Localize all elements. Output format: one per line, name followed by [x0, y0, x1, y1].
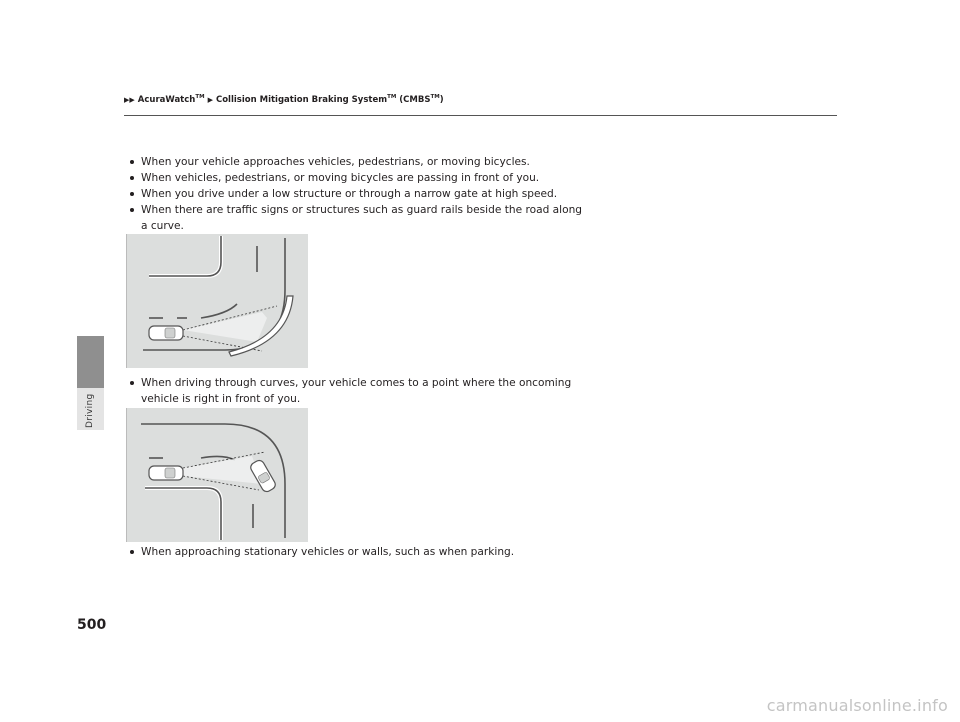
illustration-guardrail-curve: [126, 234, 308, 368]
breadcrumb: [124, 95, 444, 105]
list-item: When you drive under a low structure or through a narrow gate at high speed.: [128, 186, 588, 202]
section-label: Driving: [85, 393, 95, 428]
header-rule: [124, 115, 837, 116]
page-number: 500: [77, 617, 107, 633]
list-item: When approaching stationary vehicles or walls, such as when parking.: [128, 544, 588, 560]
bullet-list-curves: [128, 375, 588, 407]
list-item: When vehicles, pedestrians, or moving bicycles are passing in front of you.: [128, 170, 588, 186]
illustration-oncoming-vehicle: [126, 408, 308, 542]
oncoming-vehicle-diagram: [127, 408, 308, 542]
breadcrumb-arrow-icon: ▶▶: [124, 96, 135, 104]
section-tab: [77, 336, 104, 388]
guardrail-curve-diagram: [127, 234, 308, 368]
bullet-list-parking: [128, 544, 588, 560]
breadcrumb-arrow-icon: ▶: [207, 96, 213, 104]
list-item: When driving through curves, your vehicle comes to a point where the oncoming vehicle is right in front of you.: [128, 375, 588, 407]
list-item: When your vehicle approaches vehicles, pedestrians, or moving bicycles.: [128, 154, 588, 170]
breadcrumb-item-acurawatch[interactable]: AcuraWatch™: [137, 94, 205, 105]
list-item: When there are traffic signs or structures such as guard rails beside the road along a curve.: [128, 202, 588, 234]
bullet-list-conditions: [128, 154, 588, 234]
watermark: carmanualsonline.info: [766, 696, 948, 715]
breadcrumb-item-cmbs[interactable]: Collision Mitigation Braking System™ (CMBS™): [215, 94, 444, 105]
